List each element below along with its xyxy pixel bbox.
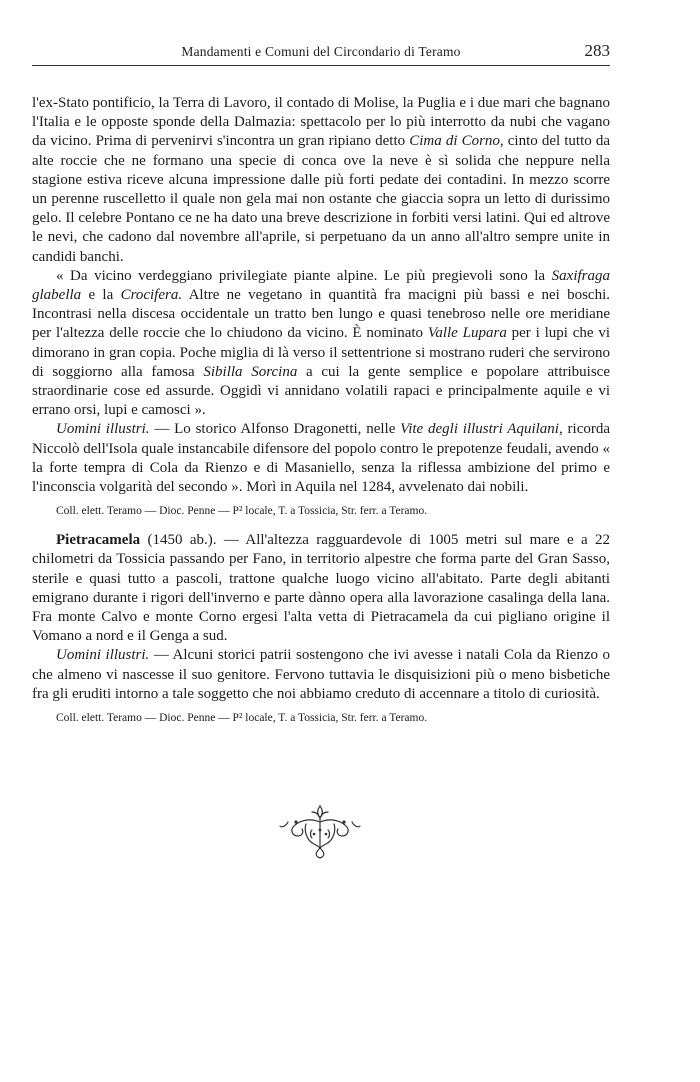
page-body [32, 94, 610, 726]
entry-heading: Pietracamela [56, 532, 141, 549]
italic-book-title: Vite degli illustri Aquilani, [400, 421, 563, 438]
italic-place-name: Cima di Corno, [409, 133, 504, 150]
italic-name: Sibilla Sorcina [203, 363, 298, 380]
paragraph-continuation [32, 94, 610, 267]
paragraph-quote [32, 267, 610, 421]
italic-place-name: Valle Lupara [427, 325, 507, 342]
floral-ornament-icon [276, 800, 364, 860]
header-title: Mandamenti e Comuni del Circondario di Teramo [181, 44, 461, 59]
collegio-line: Coll. elett. Teramo — Dioc. Penne — P² locale, T. a Tossicia, Str. ferr. a Teramo. [56, 505, 428, 518]
text-run: — Lo storico Alfonso Dragonetti, nelle [149, 421, 401, 438]
italic-plant-name: Crocifera. [120, 287, 183, 304]
text-run: cinto del tutto da alte roccie che ne formano una specie di conca ove la neve è sì solida che neppure nella stagione estiva riceve alcuna impressione dalle più forti pedate dei contadini. In mezzo scorre un perenne ruscelletto il quale non gela mai non ostante che giaccia sopra un letto di durissimo gelo. Il celebre Pontano ce ne ha dato una breve descrizione in forbiti versi latini. Qui ed altrove le nevi, che cadono dal novembre all'aprile, si perpetuano da un anno all'altro sempre unite in candidi banchi. [32, 133, 611, 265]
page-number: 283 [584, 41, 610, 60]
header-rule [32, 65, 610, 66]
text-run: — Alcuni storici patrii sostengono che ivi avesse i natali Cola da Rienzo o che almeno vi nascesse il suo genitore. Fervono tuttavia le disquisizioni più o meno bisbetiche fra gli eruditi intorno a tale soggetto che noi abbiamo creduto di accennare a titolo di curiosità. [32, 647, 611, 702]
entry-pietracamela [32, 531, 610, 646]
text-run: a cui la gente semplice e popolare attribuisce straordinarie cose ed assurde. Oggidì vi annidano volatili rapaci e principalmente aquile e vi errano orsi, lupi e camosci ». [32, 363, 610, 419]
text-run: per i lupi che vi dimorano in gran copia. Poche miglia di là verso il settentrione si mostrano ruderi che servirono di soggiorno alla famosa [32, 325, 610, 380]
running-header [32, 40, 610, 68]
spacer [32, 519, 610, 531]
italic-plant-name: Saxifraga glabella [32, 267, 610, 304]
collegio-line: Coll. elett. Teramo — Dioc. Penne — P² locale, T. a Tossicia, Str. ferr. a Teramo. [56, 712, 428, 725]
text-run: ricorda Niccolò dell'Isola quale instancabile difensore del popolo contro le prepotenze feudali, avendo « la forte tempra di Cola da Rienzo e di Masaniello, senza la riflessa ambizione del primo e l'inconscia volgarità del secondo ». Morì in Aquila nel 1284, avvelenato dai nobili. [32, 421, 610, 496]
italic-section-label: Uomini illustri. [56, 421, 150, 438]
paragraph-illustrious-men [32, 420, 610, 497]
text-run: e la [81, 287, 121, 304]
italic-section-label: Uomini illustri. [56, 647, 150, 664]
text-run: Altre ne vegetano in quantità fra macigni più bassi e nei boschi. Incontrasi nella discesa occidentale un tratto ben lungo e quasi tenebroso nelle ore meridiane per l'altezza delle roccie che lo chiudono da vicino. È nominato [32, 287, 610, 342]
paragraph-illustrious-men [32, 646, 610, 704]
text-run: « Da vicino verdeggiano privilegiate piante alpine. Le più pregievoli sono la [56, 267, 552, 284]
text-run: (1450 ab.). — All'altezza ragguardevole di 1005 metri sul mare e a 22 chilometri da Tossicia passando per Fano, in territorio alpestre che forma parte del Gran Sasso, sterile e quasi tutto a pascoli, trattone qualche luogo vicino all'abitato. Parte degli abitanti emigrano durante i rigori dell'inverno e parte dànno opera alla lavorazione casalinga della lana. Fra monte Calvo e monte Corno ergesi l'alta vetta di Pietracamela da cui pigliano origine il Vomano a nord e il Genga a sud. [32, 532, 610, 645]
text-run: l'ex-Stato pontificio, la Terra di Lavoro, il contado di Molise, la Puglia e i due mari che bagnano l'Italia e le opposte sponde della Dalmazia: spettacolo per lo più interrotto da nubi che vagano da vicino. Prima di pervenirvi s'incontra un gran ripiano detto [32, 95, 610, 150]
